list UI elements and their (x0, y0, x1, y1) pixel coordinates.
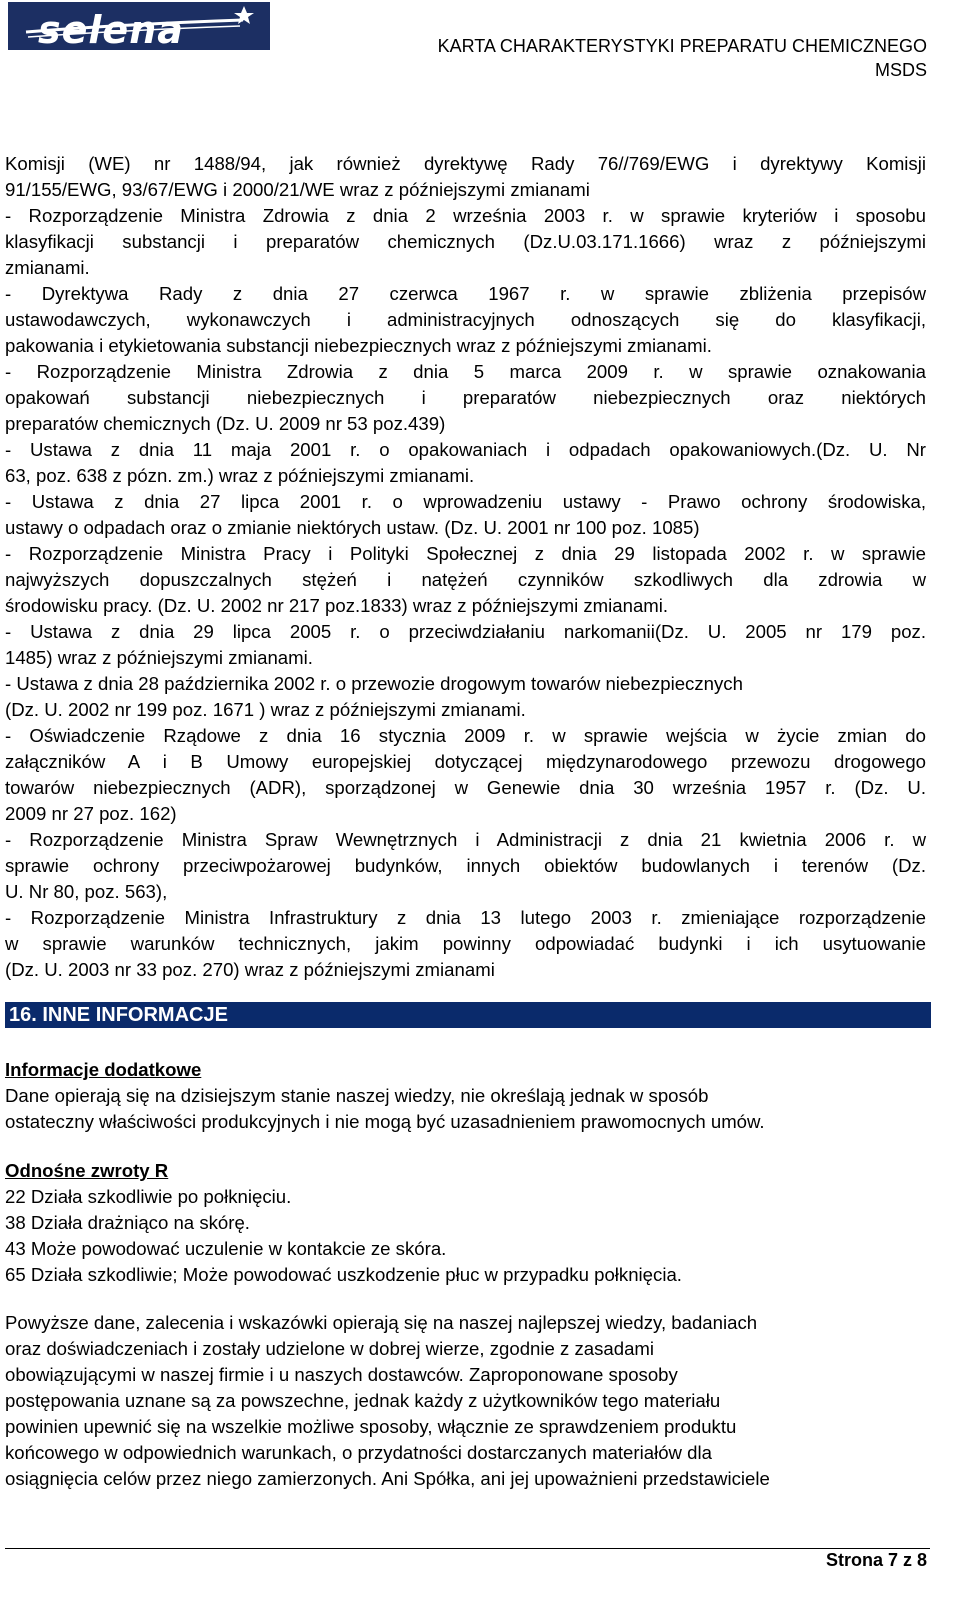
regulation-line: 63, poz. 638 z pózn. zm.) wraz z późniejszymi zmianami. (5, 465, 475, 486)
regulation-line: 1485) wraz z późniejszymi zmianami. (5, 647, 313, 668)
document-subtitle: MSDS (874, 60, 927, 80)
disclaimer-line: końcowego w odpowiednich warunkach, o przydatności dostarczanych materiałów dla (5, 1442, 712, 1463)
regulation-line: załączników A i B Umowy europejskiej dotyczącej międzynarodowego przewozu drogowego (5, 751, 926, 772)
r-phrase-item: 43 Może powodować uczulenie w kontakcie ze skóra. (5, 1238, 447, 1259)
regulation-line: (Dz. U. 2002 nr 199 poz. 1671 ) wraz z późniejszymi zmianami. (5, 699, 526, 720)
disclaimer-line: osiągnięcia celów przez niego zamierzonych. Ani Spółka, ani jej upoważnieni przedstawiciele (5, 1468, 770, 1489)
regulation-line: - Ustawa z dnia 29 lipca 2005 r. o przeciwdziałaniu narkomanii(Dz. U. 2005 nr 179 poz. (5, 621, 926, 642)
regulation-line: klasyfikacji substancji i preparatów chemicznych (Dz.U.03.171.1666) wraz z późniejszymi (5, 231, 926, 252)
regulation-line: środowisku pracy. (Dz. U. 2002 nr 217 poz.1833) wraz z późniejszymi zmianami. (5, 595, 669, 616)
r-phrases (5, 1158, 926, 1288)
regulation-line: - Ustawa z dnia 11 maja 2001 r. o opakowaniach i odpadach opakowaniowych.(Dz. U. Nr (5, 439, 926, 460)
regulation-line: sprawie ochrony przeciwpożarowej budynków, innych obiektów budowlanych i terenów (Dz. (5, 855, 926, 876)
regulation-line: - Rozporządzenie Ministra Zdrowia z dnia 2 września 2003 r. w sprawie kryteriów i sposobu (5, 205, 926, 226)
regulation-line: najwyższych dopuszczalnych stężeń i natężeń czynników szkodliwych dla zdrowia w (5, 569, 926, 590)
disclaimer-line: powinien upewnić się na wszelkie możliwe sposoby, włącznie ze sprawdzeniem produktu (5, 1416, 737, 1437)
document-title: KARTA CHARAKTERYSTYKI PREPARATU CHEMICZNEGO (437, 36, 927, 56)
r-phrases-heading: Odnośne zwroty R (5, 1160, 169, 1181)
disclaimer-line: oraz doświadczeniach i zostały udzielone w dobrej wierze, zgodnie z zasadami (5, 1338, 655, 1359)
regulation-line: ustawodawczych, wykonawczych i administracyjnych odnoszących się do klasyfikacji, (5, 309, 926, 330)
footer-divider (5, 1548, 930, 1549)
section-16-header: 16. INNE INFORMACJE (5, 1002, 931, 1028)
disclaimer (5, 1310, 926, 1492)
regulation-line: pakowania i etykietowania substancji niebezpiecznych wraz z późniejszymi zmianami. (5, 335, 712, 356)
additional-info-line: ostateczny właściwości produkcyjnych i nie mogą być uzasadnieniem prawomocnych umów. (5, 1111, 765, 1132)
r-phrase-item: 38 Działa drażniąco na skórę. (5, 1212, 250, 1233)
page-number: Strona 7 z 8 (825, 1550, 927, 1570)
regulation-line: - Ustawa z dnia 27 lipca 2001 r. o wprowadzeniu ustawy - Prawo ochrony środowiska, (5, 491, 926, 512)
regulation-line: 2009 nr 27 poz. 162) (5, 803, 177, 824)
regulation-line: - Oświadczenie Rządowe z dnia 16 stycznia 2009 r. w sprawie wejścia w życie zmian do (5, 725, 926, 746)
regulation-line: - Rozporządzenie Ministra Zdrowia z dnia 5 marca 2009 r. w sprawie oznakowania (5, 361, 926, 382)
logo-wordmark: selena (38, 8, 184, 50)
additional-info-heading: Informacje dodatkowe (5, 1059, 202, 1080)
disclaimer-line: obowiązującymi w naszej firmie i u naszych dostawców. Zaproponowane sposoby (5, 1364, 678, 1385)
regulation-line: opakowań substancji niebezpiecznych i preparatów niebezpiecznych oraz niektórych (5, 387, 926, 408)
regulation-line: w sprawie warunków technicznych, jakim powinny odpowiadać budynki i ich usytuowanie (5, 933, 926, 954)
regulation-line: - Rozporządzenie Ministra Spraw Wewnętrznych i Administracji z dnia 21 kwietnia 2006 r. w (5, 829, 926, 850)
regulation-line: - Rozporządzenie Ministra Pracy i Polityki Społecznej z dnia 29 listopada 2002 r. w sprawie (5, 543, 926, 564)
regulations-list (5, 151, 926, 983)
regulation-line: zmianami. (5, 257, 90, 278)
r-phrase-item: 65 Działa szkodliwie; Może powodować uszkodzenie płuc w przypadku połknięcia. (5, 1264, 682, 1285)
document-header (438, 34, 927, 82)
regulation-line: - Ustawa z dnia 28 października 2002 r. o przewozie drogowym towarów niebezpiecznych (5, 673, 743, 694)
r-phrase-item: 22 Działa szkodliwie po połknięciu. (5, 1186, 292, 1207)
disclaimer-line: postępowania uznane są za powszechne, jednak każdy z użytkowników tego materiału (5, 1390, 721, 1411)
additional-info-line: Dane opierają się na dzisiejszym stanie naszej wiedzy, nie określają jednak w sposób (5, 1085, 709, 1106)
selena-logo-graphic (8, 2, 270, 50)
additional-info (5, 1057, 926, 1135)
regulation-line: preparatów chemicznych (Dz. U. 2009 nr 53 poz.439) (5, 413, 446, 434)
regulation-line: ustawy o odpadach oraz o zmianie niektórych ustaw. (Dz. U. 2001 nr 100 poz. 1085) (5, 517, 700, 538)
selena-logo (8, 2, 270, 50)
regulation-line: 91/155/EWG, 93/67/EWG i 2000/21/WE wraz z późniejszymi zmianami (5, 179, 590, 200)
regulation-line: Komisji (WE) nr 1488/94, jak również dyrektywę Rady 76//769/EWG i dyrektywy Komisji (5, 153, 926, 174)
regulation-line: U. Nr 80, poz. 563), (5, 881, 168, 902)
regulation-line: - Rozporządzenie Ministra Infrastruktury z dnia 13 lutego 2003 r. zmieniające rozporządzenie (5, 907, 926, 928)
regulation-line: (Dz. U. 2003 nr 33 poz. 270) wraz z późniejszymi zmianami (5, 959, 495, 980)
regulation-line: towarów niebezpiecznych (ADR), sporządzonej w Genewie dnia 30 września 1957 r. (Dz. U. (5, 777, 926, 798)
regulation-line: - Dyrektywa Rady z dnia 27 czerwca 1967 r. w sprawie zbliżenia przepisów (5, 283, 926, 304)
disclaimer-line: Powyższe dane, zalecenia i wskazówki opierają się na naszej najlepszej wiedzy, badaniach (5, 1312, 758, 1333)
